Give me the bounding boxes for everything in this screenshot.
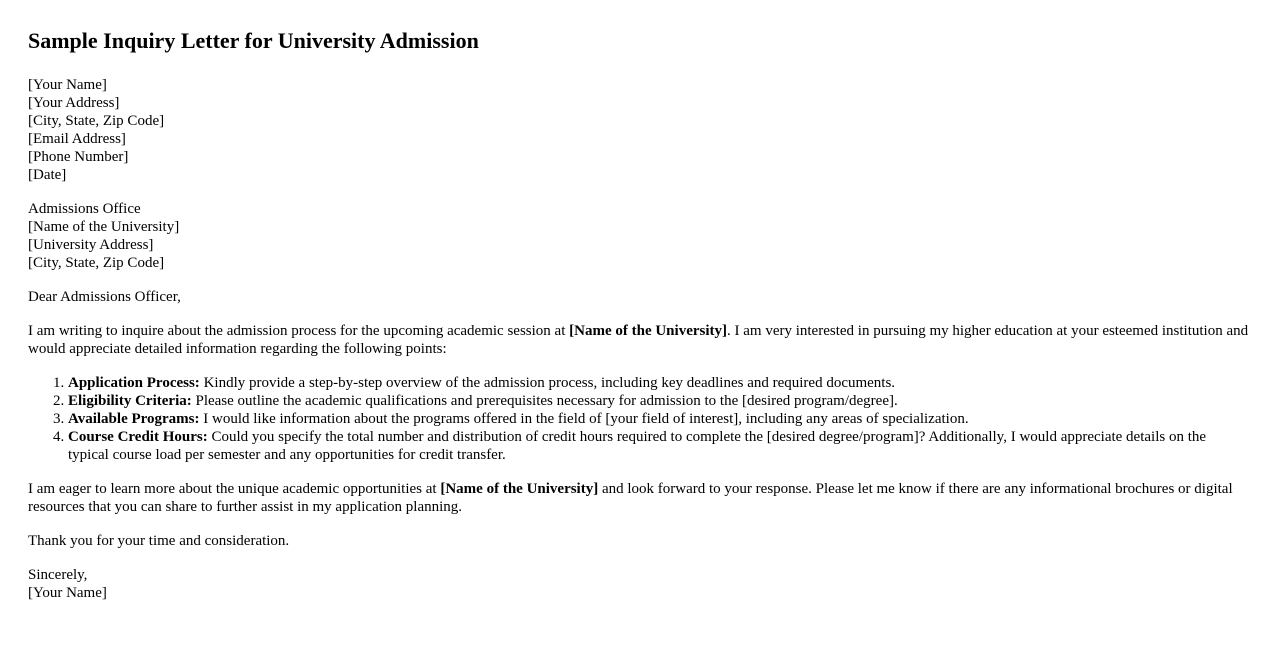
list-item-available-programs bbox=[68, 410, 1250, 428]
intro-text-start: I am writing to inquire about the admission process for the upcoming academic session at bbox=[28, 323, 570, 339]
letter-date: [Date] bbox=[28, 167, 67, 183]
sender-city: [City, State, Zip Code] bbox=[28, 113, 165, 129]
thanks-line: Thank you for your time and consideration. bbox=[28, 533, 290, 549]
list-item-eligibility-criteria bbox=[68, 392, 1250, 410]
point-text: Please outline the academic qualifications and prerequisites necessary for admission to the [desired program/degree]. bbox=[191, 393, 898, 409]
recipient-university: [Name of the University] bbox=[28, 219, 180, 235]
point-label: Available Programs: bbox=[68, 411, 200, 427]
signature-block bbox=[28, 566, 1250, 602]
point-label: Application Process: bbox=[68, 375, 200, 391]
sender-address bbox=[28, 76, 1250, 184]
recipient-office: Admissions Office bbox=[28, 201, 141, 217]
sender-email: [Email Address] bbox=[28, 131, 126, 147]
recipient-address bbox=[28, 200, 1250, 272]
closing-paragraph bbox=[28, 480, 1250, 516]
point-text: Kindly provide a step-by-step overview of the admission process, including key deadlines and required documents. bbox=[199, 375, 896, 391]
page-title: Sample Inquiry Letter for University Admission bbox=[28, 28, 479, 53]
closing-text-start: I am eager to learn more about the unique academic opportunities at bbox=[28, 481, 441, 497]
intro-university-name: [Name of the University] bbox=[569, 323, 727, 339]
closing-text-end: and look forward to your response. Please let me know if there are any informational brochures or digital resources that you can share to further assist in my application planning. bbox=[28, 481, 1233, 515]
recipient-street: [University Address] bbox=[28, 237, 154, 253]
point-text: Could you specify the total number and distribution of credit hours required to complete the [desired degree/program]? Additionally, I would appreciate details on the typical course load per semester and any opportunities for credit transfer. bbox=[68, 429, 1207, 463]
list-item-application-process bbox=[68, 374, 1250, 392]
point-label: Course Credit Hours: bbox=[68, 429, 208, 445]
list-item-course-credit-hours bbox=[68, 428, 1250, 464]
closing-university-name: [Name of the University] bbox=[440, 481, 599, 497]
recipient-city: [City, State, Zip Code] bbox=[28, 255, 165, 271]
inquiry-points-list bbox=[28, 374, 1250, 464]
intro-paragraph bbox=[28, 322, 1250, 358]
signature-name: [Your Name] bbox=[28, 585, 107, 601]
sender-name: [Your Name] bbox=[28, 77, 107, 93]
signoff: Sincerely, bbox=[28, 567, 88, 583]
sender-phone: [Phone Number] bbox=[28, 149, 129, 165]
intro-text-end: . I am very interested in pursuing my higher education at your esteemed institution and would appreciate detailed information regarding the following points: bbox=[28, 323, 1249, 357]
point-text: I would like information about the programs offered in the field of [your field of interest], including any areas of specialization. bbox=[199, 411, 969, 427]
sender-street: [Your Address] bbox=[28, 95, 120, 111]
salutation: Dear Admissions Officer, bbox=[28, 289, 181, 305]
point-label: Eligibility Criteria: bbox=[68, 393, 192, 409]
